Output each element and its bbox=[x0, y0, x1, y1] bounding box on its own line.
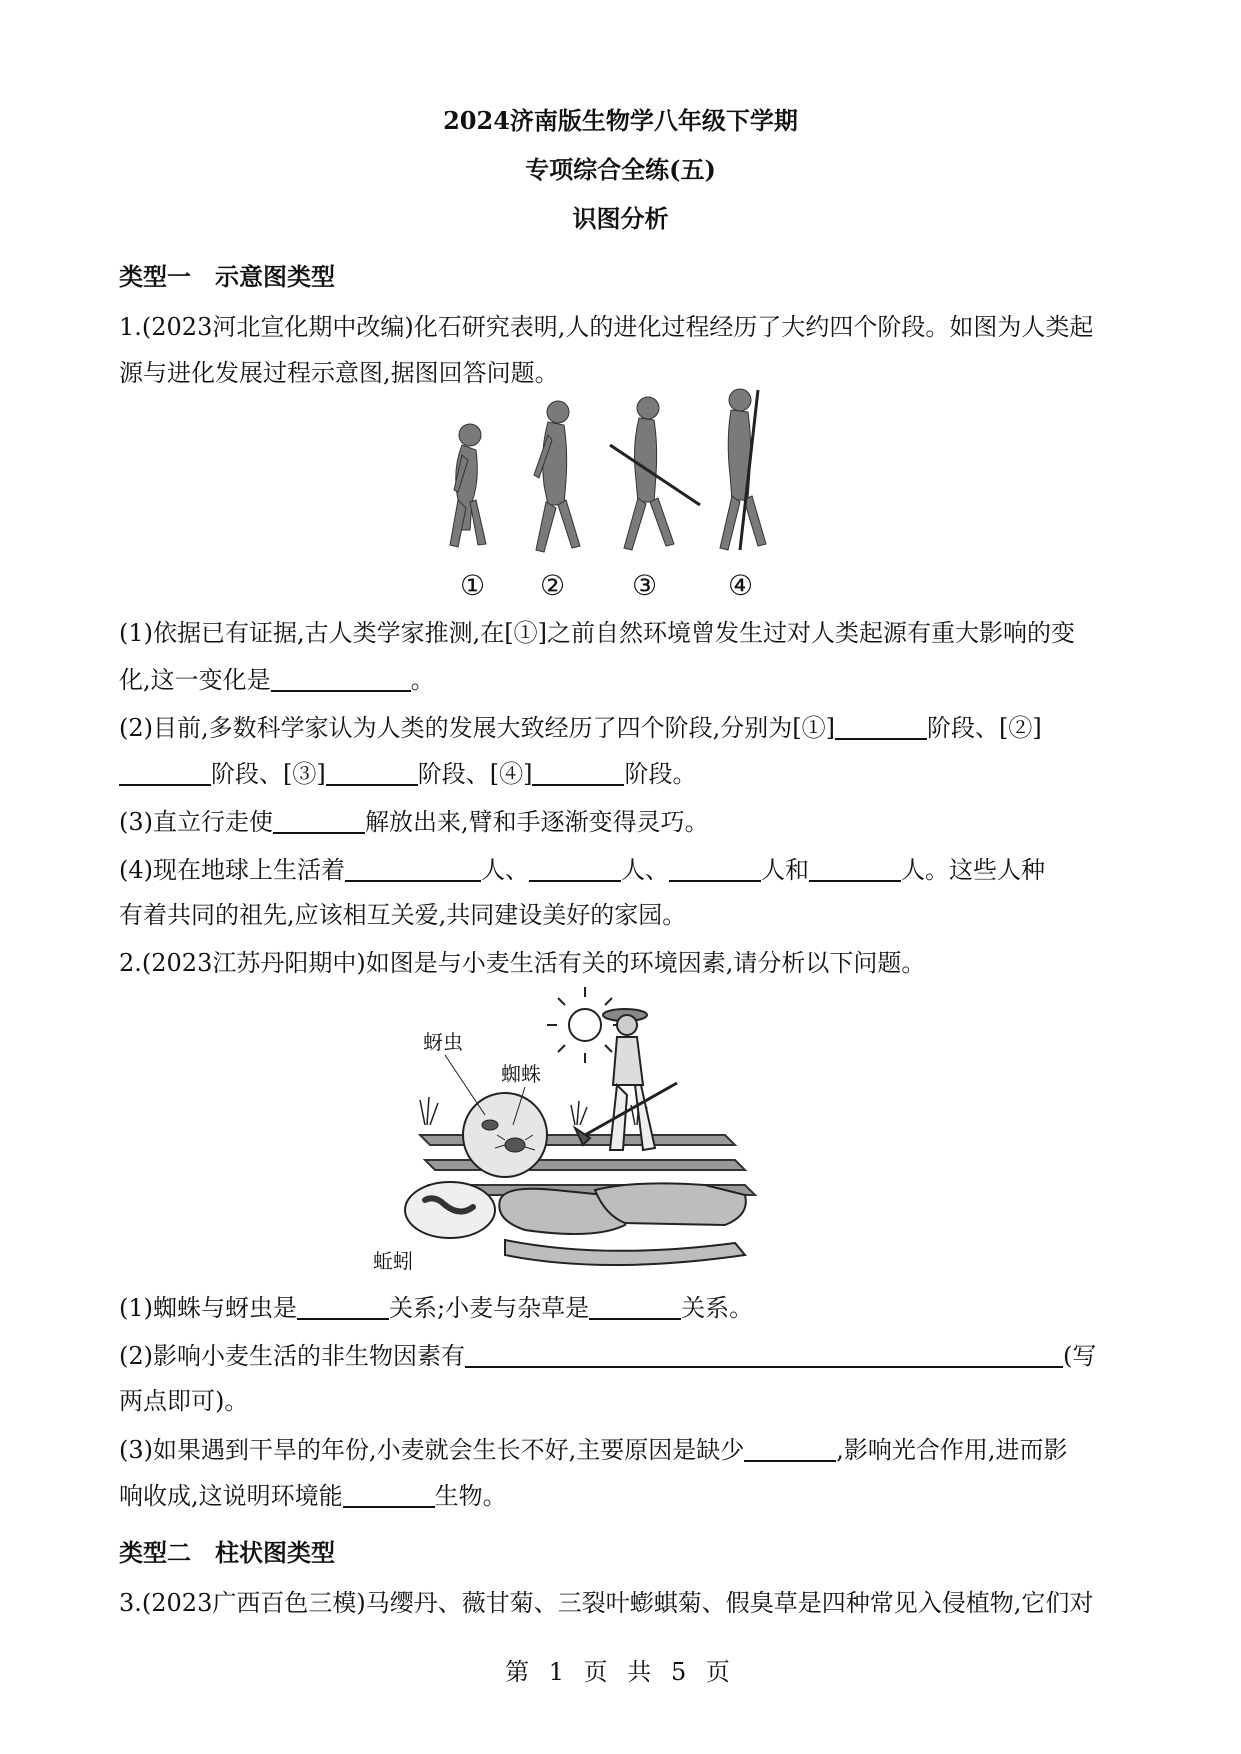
answer-blank[interactable] bbox=[119, 758, 211, 786]
hominid-stage-3-illustration bbox=[610, 397, 700, 550]
q1-p4-text-c: 人、 bbox=[621, 856, 669, 884]
q1-p2-text-d: 阶段、[④] bbox=[417, 760, 533, 788]
q2-p3-text-c: 响收成,这说明环境能 bbox=[119, 1482, 343, 1510]
q1-p4-text-e: 人。这些人种 bbox=[901, 856, 1045, 884]
q2-p2-line1 bbox=[119, 1340, 1124, 1371]
answer-blank[interactable] bbox=[529, 854, 621, 882]
q2-p2-line2: 两点即可)。 bbox=[119, 1387, 249, 1415]
q1-p3-line bbox=[119, 806, 1124, 837]
q2-stem: 2.(2023江苏丹阳期中)如图是与小麦生活有关的环境因素,请分析以下问题。 bbox=[119, 949, 926, 977]
section1-heading: 类型一 示意图类型 bbox=[119, 262, 335, 291]
q2-p3-text-a: (3)如果遇到干旱的年份,小麦就会生长不好,主要原因是缺少 bbox=[119, 1436, 745, 1464]
figure-label-2: ② bbox=[540, 569, 566, 602]
q1-p1-line2 bbox=[119, 664, 1124, 695]
answer-blank[interactable] bbox=[669, 854, 761, 882]
answer-blank[interactable] bbox=[345, 854, 481, 882]
answer-blank[interactable] bbox=[465, 1340, 1063, 1368]
q1-p2-text-e: 阶段。 bbox=[624, 760, 697, 788]
section2-heading: 类型二 柱状图类型 bbox=[119, 1538, 335, 1567]
hominid-stage-1-illustration bbox=[450, 424, 486, 547]
q2-p1-text-c: 关系。 bbox=[681, 1294, 754, 1322]
q2-p1-line bbox=[119, 1292, 1124, 1323]
figure-label-4: ④ bbox=[728, 569, 754, 602]
answer-blank[interactable] bbox=[273, 806, 365, 834]
doc-title: 2024济南版生物学八年级下学期 bbox=[443, 106, 798, 135]
q1-p2-text-a: (2)目前,多数科学家认为人类的发展大致经历了四个阶段,分别为[①] bbox=[119, 714, 835, 742]
answer-blank[interactable] bbox=[589, 1292, 681, 1320]
answer-blank[interactable] bbox=[744, 1434, 836, 1462]
q1-p4-text-d: 人和 bbox=[761, 856, 809, 884]
wheat-field-figure bbox=[373, 985, 845, 1273]
hominid-stage-4-illustration bbox=[720, 389, 766, 550]
q1-p1-line1: (1)依据已有证据,古人类学家推测,在[①]之前自然环境曾发生过对人类起源有重大影响的变 bbox=[119, 619, 1075, 647]
q1-stem-line1: 1.(2023河北宣化期中改编)化石研究表明,人的进化过程经历了大约四个阶段。如图为人类起 bbox=[119, 313, 1094, 341]
q1-p2-text-b: 阶段、[②] bbox=[926, 714, 1042, 742]
doc-subtitle: 专项综合全练(五) bbox=[525, 155, 716, 184]
q1-p4-line2: 有着共同的祖先,应该相互关爱,共同建设美好的家园。 bbox=[119, 901, 687, 929]
insect-magnifier bbox=[463, 1093, 547, 1177]
figure-label-1: ① bbox=[460, 569, 486, 602]
q2-p3-text-b: ,影响光合作用,进而影 bbox=[836, 1436, 1068, 1464]
hominid-stage-2-illustration bbox=[534, 401, 580, 552]
q1-p4-text-a: (4)现在地球上生活着 bbox=[119, 856, 345, 884]
q2-p3-text-d: 生物。 bbox=[434, 1482, 507, 1510]
q1-p2-line2 bbox=[119, 758, 1124, 789]
answer-blank[interactable] bbox=[532, 758, 624, 786]
q2-p2-text-a: (2)影响小麦生活的非生物因素有 bbox=[119, 1342, 465, 1370]
figure-label-3: ③ bbox=[632, 569, 658, 602]
label-aphid: 蚜虫 bbox=[423, 1030, 463, 1054]
label-earthworm: 蚯蚓 bbox=[373, 1249, 413, 1273]
sun-illustration bbox=[547, 987, 623, 1063]
human-evolution-figure bbox=[440, 390, 820, 605]
q1-p1-text-b: 。 bbox=[410, 666, 435, 694]
q2-p1-text-b: 关系;小麦与杂草是 bbox=[389, 1294, 590, 1322]
label-spider: 蜘蛛 bbox=[501, 1062, 541, 1086]
q1-p4-text-b: 人、 bbox=[481, 856, 529, 884]
answer-blank[interactable] bbox=[297, 1292, 389, 1320]
q1-p1-text-a: 化,这一变化是 bbox=[119, 666, 271, 694]
q2-p3-line1 bbox=[119, 1434, 1124, 1465]
q1-p3-text-b: 解放出来,臂和手逐渐变得灵巧。 bbox=[365, 808, 709, 836]
answer-blank[interactable] bbox=[343, 1480, 435, 1508]
q1-p4-line1 bbox=[119, 854, 1124, 885]
ground-stones bbox=[499, 1183, 746, 1265]
q3-stem-line1: 3.(2023广西百色三模)马缨丹、薇甘菊、三裂叶蟛蜞菊、假臭草是四种常见入侵植物,它们对 bbox=[119, 1589, 1094, 1617]
answer-blank[interactable] bbox=[835, 712, 927, 740]
q2-p1-text-a: (1)蜘蛛与蚜虫是 bbox=[119, 1294, 297, 1322]
q1-p3-text-a: (3)直立行走使 bbox=[119, 808, 273, 836]
q2-p2-text-b: (写 bbox=[1063, 1342, 1097, 1370]
q1-stem-line2: 源与进化发展过程示意图,据图回答问题。 bbox=[119, 359, 559, 387]
q1-p2-line1 bbox=[119, 712, 1124, 743]
answer-blank[interactable] bbox=[809, 854, 901, 882]
answer-blank[interactable] bbox=[326, 758, 418, 786]
q2-p3-line2 bbox=[119, 1480, 1124, 1511]
page-footer: 第 1 页 共 5 页 bbox=[505, 1658, 736, 1686]
farmer-illustration bbox=[575, 1009, 677, 1150]
doc-section-title: 识图分析 bbox=[572, 204, 669, 233]
answer-blank[interactable] bbox=[271, 664, 411, 692]
q1-p2-text-c: 阶段、[③] bbox=[211, 760, 326, 788]
